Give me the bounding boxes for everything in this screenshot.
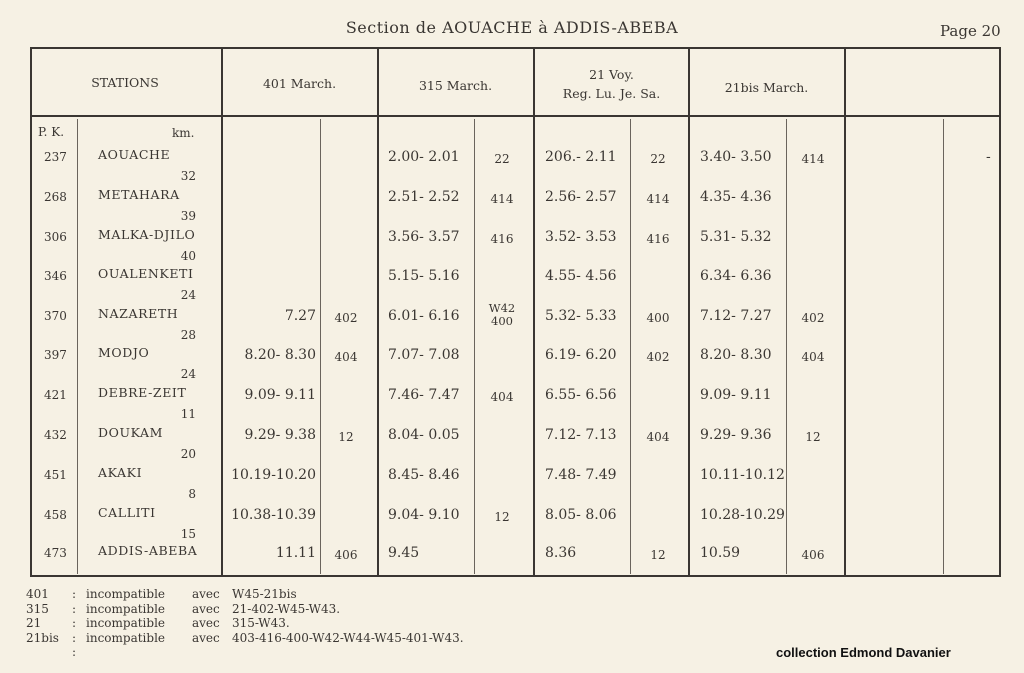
header-rule bbox=[32, 115, 999, 117]
footnote-train bbox=[26, 645, 62, 660]
station-name: DOUKAM bbox=[98, 425, 164, 440]
distance-km: 15 bbox=[180, 527, 196, 541]
subcol-divider bbox=[320, 119, 321, 574]
station-pk: 458 bbox=[44, 508, 67, 522]
footnote-sep: : bbox=[71, 587, 77, 601]
subcol-divider bbox=[630, 119, 631, 574]
station-name: ADDIS-ABEBA bbox=[98, 543, 198, 558]
note-401 bbox=[326, 507, 366, 527]
col-divider bbox=[377, 49, 379, 576]
time-401: 9.09- 9.11 bbox=[244, 387, 316, 403]
time-21bis: 3.40- 3.50 bbox=[700, 149, 772, 165]
header-401: 401 March. bbox=[262, 76, 337, 91]
time-401 bbox=[222, 147, 316, 167]
time-21bis: 6.34- 6.36 bbox=[700, 268, 772, 284]
station-name: MODJO bbox=[98, 345, 150, 360]
note-21 bbox=[638, 268, 678, 288]
note-21: 22 bbox=[650, 152, 666, 166]
station-pk: 432 bbox=[44, 428, 67, 442]
time-315: 2.00- 2.01 bbox=[388, 149, 460, 165]
note-21bis bbox=[793, 268, 833, 288]
time-315: 6.01- 6.16 bbox=[388, 308, 460, 324]
note-21bis: 402 bbox=[801, 311, 825, 325]
time-21bis: 9.09- 9.11 bbox=[700, 387, 772, 403]
distance-km: 24 bbox=[180, 288, 196, 302]
time-21: 7.48- 7.49 bbox=[545, 467, 617, 483]
time-401: 9.29- 9.38 bbox=[244, 427, 316, 443]
note-401 bbox=[326, 268, 366, 288]
time-21bis: 8.20- 8.30 bbox=[700, 347, 772, 363]
station-name: AKAKI bbox=[98, 465, 143, 480]
time-315: 7.07- 7.08 bbox=[388, 347, 460, 363]
time-21bis: 7.12- 7.27 bbox=[700, 308, 772, 324]
note-401 bbox=[326, 387, 366, 407]
time-315: 7.46- 7.47 bbox=[388, 387, 460, 403]
footnote-row bbox=[26, 616, 464, 631]
distance-km: 20 bbox=[180, 447, 196, 461]
footnote-avec: avec bbox=[192, 587, 220, 601]
note-315: 12 bbox=[494, 510, 510, 524]
footnote-list: W45-21bis bbox=[232, 587, 297, 601]
station-pk: 473 bbox=[44, 546, 67, 560]
note-21: 404 bbox=[646, 430, 670, 444]
page-title: Section de AOUACHE à ADDIS-ABEBA bbox=[345, 18, 679, 37]
distance-km: 39 bbox=[180, 209, 196, 223]
time-21bis: 10.59 bbox=[700, 545, 741, 561]
time-21: 206.- 2.11 bbox=[545, 149, 617, 165]
subcol-divider bbox=[77, 119, 78, 574]
distance-km: 8 bbox=[188, 487, 196, 501]
note-401: 406 bbox=[334, 548, 358, 562]
footnote-train: 21bis bbox=[26, 630, 59, 645]
time-21: 2.56- 2.57 bbox=[545, 189, 617, 205]
footnote-avec: avec bbox=[192, 616, 220, 630]
stray-mark: - bbox=[986, 149, 991, 165]
station-name: METAHARA bbox=[98, 187, 180, 202]
note-401: 402 bbox=[334, 311, 358, 325]
footnote-row bbox=[26, 587, 464, 602]
station-pk: 397 bbox=[44, 348, 67, 362]
time-401: 7.27 bbox=[284, 308, 316, 324]
note-21bis: 414 bbox=[801, 152, 825, 166]
note-315: 22 bbox=[494, 152, 510, 166]
time-21: 6.19- 6.20 bbox=[545, 347, 617, 363]
footnote-train: 21 bbox=[26, 616, 42, 630]
note-315 bbox=[482, 467, 522, 487]
page-number: Page 20 bbox=[940, 22, 1001, 40]
note-21: 402 bbox=[646, 350, 670, 364]
note-401 bbox=[326, 189, 366, 209]
note-315: W42 400 bbox=[488, 301, 516, 328]
footnote-sep: : bbox=[71, 630, 77, 645]
footnote-avec: avec bbox=[192, 630, 220, 645]
station-pk: 451 bbox=[44, 468, 67, 482]
time-21bis: 10.11-10.12 bbox=[700, 467, 785, 483]
note-21 bbox=[638, 467, 678, 487]
note-21bis: 12 bbox=[805, 430, 821, 444]
time-21bis: 10.28-10.29 bbox=[700, 507, 785, 523]
time-401: 8.20- 8.30 bbox=[244, 347, 316, 363]
time-401: 10.38-10.39 bbox=[231, 507, 316, 523]
header-21bis: 21bis March. bbox=[724, 80, 809, 95]
time-401 bbox=[222, 227, 316, 247]
note-21bis bbox=[793, 189, 833, 209]
header-21-line2: Reg. Lu. Je. Sa. bbox=[562, 86, 661, 101]
time-315: 9.45 bbox=[388, 545, 420, 561]
footnote-list: 21-402-W45-W43. bbox=[232, 601, 341, 616]
time-315: 8.04- 0.05 bbox=[388, 427, 460, 443]
time-401 bbox=[222, 266, 316, 286]
station-pk: 306 bbox=[44, 230, 67, 244]
station-pk: 346 bbox=[44, 269, 67, 283]
station-name: DEBRE-ZEIT bbox=[98, 385, 187, 400]
footnote-text bbox=[86, 645, 192, 660]
footnote-train: 315 bbox=[26, 601, 49, 616]
footnote-sep: : bbox=[71, 645, 77, 659]
note-401 bbox=[326, 149, 366, 169]
note-21 bbox=[638, 507, 678, 527]
time-315: 8.45- 8.46 bbox=[388, 467, 460, 483]
km-label: km. bbox=[172, 126, 195, 140]
note-401: 12 bbox=[338, 430, 354, 444]
time-21bis: 5.31- 5.32 bbox=[700, 229, 772, 245]
footnote-text: incompatible bbox=[86, 630, 166, 645]
station-name: AOUACHE bbox=[98, 147, 171, 162]
station-pk: 237 bbox=[44, 150, 67, 164]
col-divider bbox=[844, 49, 846, 576]
note-21bis bbox=[793, 467, 833, 487]
time-21: 6.55- 6.56 bbox=[545, 387, 617, 403]
time-315: 2.51- 2.52 bbox=[388, 189, 460, 205]
time-401 bbox=[222, 187, 316, 207]
footnote-row bbox=[26, 645, 464, 660]
note-21bis bbox=[793, 507, 833, 527]
distance-km: 28 bbox=[180, 328, 196, 342]
note-21bis bbox=[793, 229, 833, 249]
note-315 bbox=[482, 347, 522, 367]
footnote-row bbox=[26, 631, 464, 646]
subcol-divider bbox=[474, 119, 475, 574]
footnote-list: 315-W43. bbox=[232, 616, 290, 630]
header-315: 315 March. bbox=[418, 78, 493, 93]
distance-km: 40 bbox=[180, 249, 196, 263]
footnotes bbox=[26, 587, 464, 660]
footnote-text: incompatible bbox=[86, 616, 166, 630]
subcol-divider bbox=[943, 119, 944, 574]
time-21bis: 4.35- 4.36 bbox=[700, 189, 772, 205]
distance-km: 11 bbox=[180, 407, 196, 421]
subcol-divider bbox=[786, 119, 787, 574]
station-pk: 268 bbox=[44, 190, 67, 204]
note-401: 404 bbox=[334, 350, 358, 364]
note-21: 12 bbox=[650, 548, 666, 562]
footnote-avec: avec bbox=[192, 601, 220, 616]
col-divider bbox=[533, 49, 535, 576]
time-21: 8.36 bbox=[545, 545, 577, 561]
note-315 bbox=[482, 427, 522, 447]
time-401: 10.19-10.20 bbox=[231, 467, 316, 483]
station-pk: 421 bbox=[44, 388, 67, 402]
note-21 bbox=[638, 387, 678, 407]
footnote-list: 403-416-400-W42-W44-W45-401-W43. bbox=[232, 630, 464, 645]
footnote-sep: : bbox=[71, 601, 77, 616]
time-315: 9.04- 9.10 bbox=[388, 507, 460, 523]
note-21: 416 bbox=[646, 232, 670, 246]
note-21bis bbox=[793, 387, 833, 407]
footnote-sep: : bbox=[71, 616, 77, 630]
note-401 bbox=[326, 229, 366, 249]
time-21: 3.52- 3.53 bbox=[545, 229, 617, 245]
station-name: NAZARETH bbox=[98, 306, 179, 321]
footnote-text: incompatible bbox=[86, 601, 166, 616]
header-21-line1: 21 Voy. bbox=[589, 67, 634, 82]
footnote-avec bbox=[192, 645, 232, 660]
time-315: 3.56- 3.57 bbox=[388, 229, 460, 245]
distance-km: 32 bbox=[180, 169, 196, 183]
note-401 bbox=[326, 467, 366, 487]
station-pk: 370 bbox=[44, 309, 67, 323]
footnote-row bbox=[26, 602, 464, 617]
distance-km: 24 bbox=[180, 367, 196, 381]
footnote-text: incompatible bbox=[86, 587, 166, 601]
note-315 bbox=[482, 545, 522, 565]
time-21: 4.55- 4.56 bbox=[545, 268, 617, 284]
time-21: 8.05- 8.06 bbox=[545, 507, 617, 523]
time-315: 5.15- 5.16 bbox=[388, 268, 460, 284]
collection-credit: collection Edmond Davanier bbox=[776, 645, 951, 660]
time-401: 11.11 bbox=[275, 545, 316, 561]
col-divider bbox=[688, 49, 690, 576]
footnote-train: 401 bbox=[26, 587, 49, 601]
pk-label: P. K. bbox=[38, 125, 65, 139]
note-21: 414 bbox=[646, 192, 670, 206]
station-name: OUALENKETI bbox=[98, 266, 194, 281]
time-21: 7.12- 7.13 bbox=[545, 427, 617, 443]
header-stations: STATIONS bbox=[91, 75, 159, 90]
time-21: 5.32- 5.33 bbox=[545, 308, 617, 324]
note-315: 404 bbox=[490, 390, 514, 404]
station-name: MALKA-DJILO bbox=[98, 227, 196, 242]
note-21bis: 406 bbox=[801, 548, 825, 562]
note-315: 416 bbox=[490, 232, 514, 246]
station-name: CALLITI bbox=[98, 505, 156, 520]
note-21bis: 404 bbox=[801, 350, 825, 364]
note-315 bbox=[482, 268, 522, 288]
note-21: 400 bbox=[646, 311, 670, 325]
note-315: 414 bbox=[490, 192, 514, 206]
time-21bis: 9.29- 9.36 bbox=[700, 427, 772, 443]
